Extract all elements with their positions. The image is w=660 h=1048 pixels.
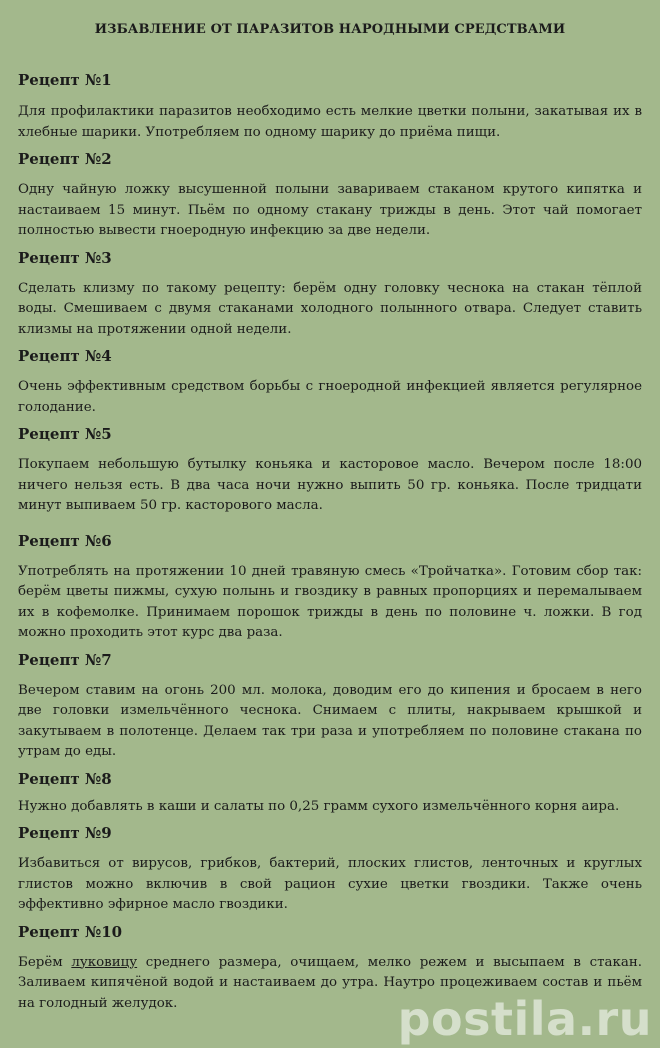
recipe-heading: Рецепт №3 (18, 248, 112, 267)
recipe-heading: Рецепт №8 (18, 769, 112, 788)
postila-watermark: postila.ru (397, 992, 652, 1046)
recipe-text: Для профилактики паразитов необходимо есть мелкие цветки полыни, закатывая их в хлебные шарики. Употребляем по одному шарику до приёма пищи. (18, 104, 642, 140)
recipe-6 (18, 531, 642, 644)
recipe-8 (18, 769, 642, 818)
recipe-heading: Рецепт №4 (18, 347, 112, 365)
page-title: ИЗБАВЛЕНИЕ ОТ ПАРАЗИТОВ НАРОДНЫМИ СРЕДСТВАМИ (94, 22, 566, 37)
recipe-text: Одну чайную ложку высушенной полыни завариваем стаканом крутого кипятка и настаиваем 15 минут. Пьём по одному стакану трижды в день. Этот чай помогает полностью вывести гноеродную инфекцию за две недели. (18, 182, 642, 238)
recipe-heading: Рецепт №7 (18, 650, 112, 669)
recipe-heading: Рецепт №9 (18, 824, 112, 842)
recipe-4 (18, 346, 642, 418)
recipe-text: Избавиться от вирусов, грибков, бактерий, плоских глистов, ленточных и круглых глистов можно включив в свой рацион сухие цветки гвоздики. Также очень эффективно эфирное масло гвоздики. (18, 856, 642, 912)
recipe-text-start: Берём (18, 954, 72, 970)
onion-link[interactable]: луковицу (71, 954, 138, 970)
recipe-5 (18, 424, 642, 517)
recipe-7 (18, 650, 642, 763)
recipe-text: Покупаем небольшую бутылку коньяка и касторовое масло. Вечером после 18:00 ничего нельзя есть. В два часа ночи нужно выпить 50 гр. коньяка. После тридцати минут выпиваем 50 гр. касторового масла. (18, 457, 642, 513)
recipe-heading: Рецепт №10 (18, 922, 123, 941)
recipe-heading: Рецепт №6 (18, 531, 112, 550)
recipe-heading: Рецепт №5 (18, 425, 112, 443)
recipe-text-end: среднего размера, очищаем, мелко режем и высыпаем в стакан. Заливаем кипячёной водой и настаиваем до утра. Наутро процеживаем состав и пьём на голодный желудок. (18, 954, 643, 1011)
recipe-text: Очень эффективным средством борьбы с гноеродной инфекцией является регулярное голодание. (18, 379, 642, 415)
recipe-text: Нужно добавлять в каши и салаты по 0,25 грамм сухого измельчённого корня аира. (18, 798, 620, 814)
recipe-3 (18, 248, 642, 341)
recipe-9 (18, 823, 642, 916)
recipe-text: Сделать клизму по такому рецепту: берём одну головку чеснока на стакан тёплой воды. Смешиваем с двумя стаканами холодного полынного отвара. Следует ставить клизмы на протяжении одной недели. (18, 280, 642, 337)
recipe-heading: Рецепт №2 (18, 150, 112, 168)
recipe-text: Употреблять на протяжении 10 дней травяную смесь «Тройчатка». Готовим сбор так: берём цветы пижмы, сухую полынь и гвоздику в равных пропорциях и перемалываем их в кофемолке. Принимаем порошок трижды в день по половине ч. ложки. В год можно проходить этот курс два раза. (18, 563, 642, 640)
recipe-2 (18, 149, 642, 242)
recipe-text: Вечером ставим на огонь 200 мл. молока, доводим его до кипения и бросаем в него две головки измельчённого чеснока. Снимаем с плиты, накрываем крышкой и закутываем в полотенце. Делаем так три раза и употребляем по половине стакана по утрам до еды. (18, 682, 642, 759)
recipe-heading: Рецепт №1 (18, 71, 112, 89)
recipe-1 (18, 70, 642, 143)
